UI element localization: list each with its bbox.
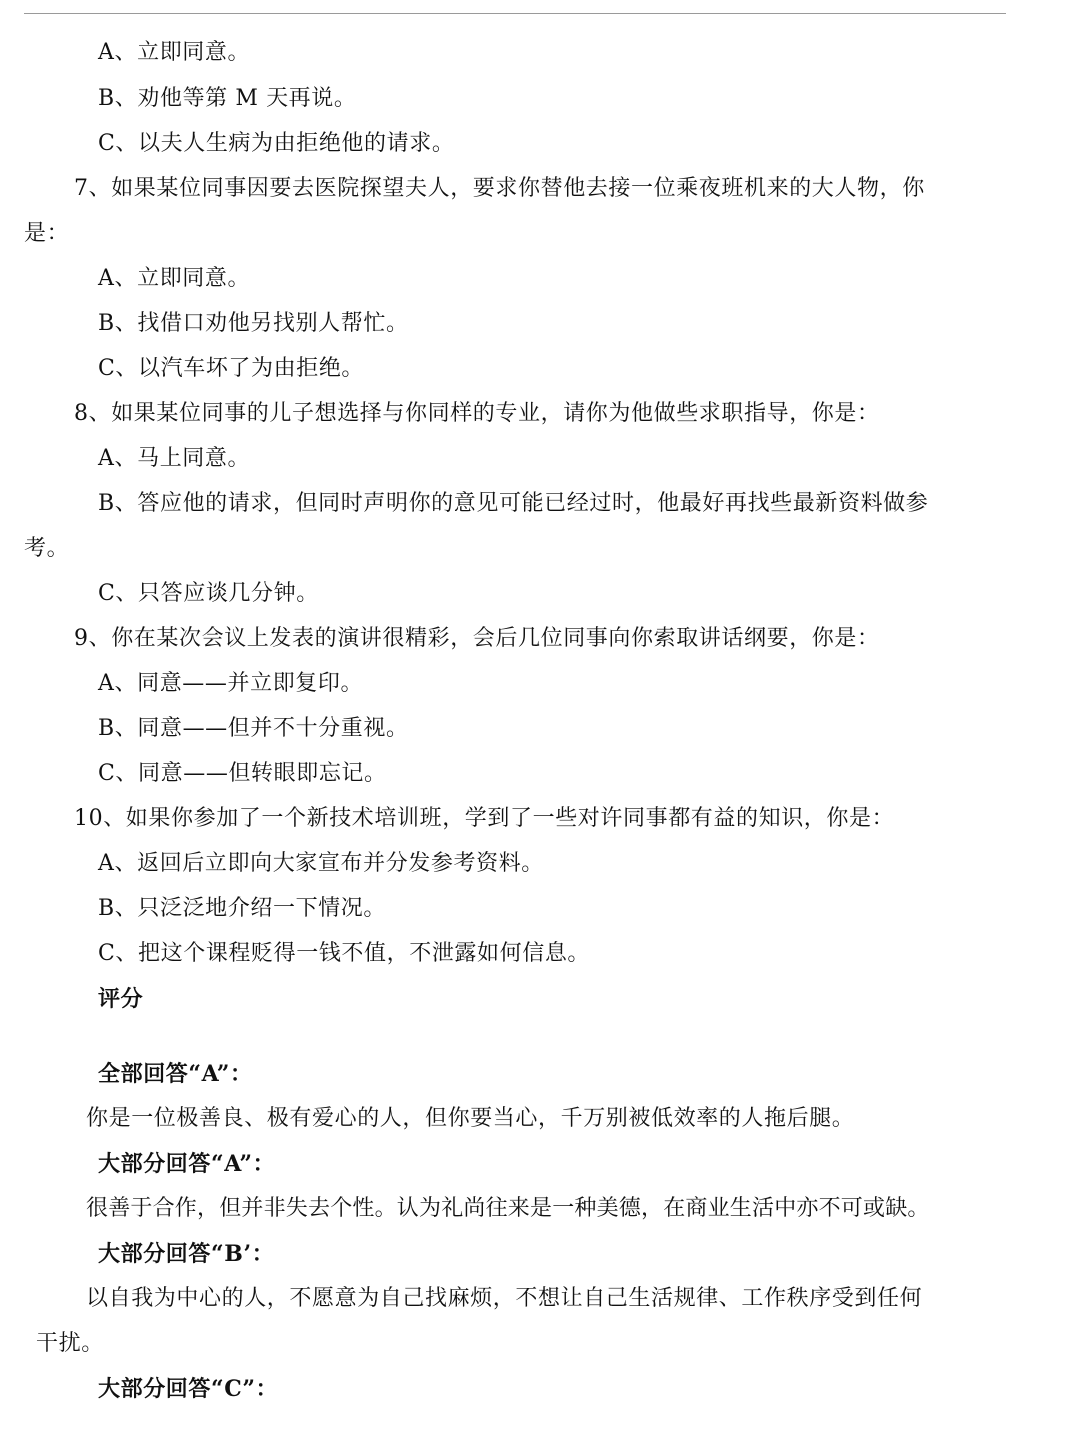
q10-option-b: B、只泛泛地介绍一下情况。: [98, 896, 386, 921]
q8-stem: 8、如果某位同事的儿子想选择与你同样的专业，请你为他做些求职指导，你是：: [74, 401, 880, 426]
q6-option-c: C、以夫人生病为由拒绝他的请求。: [98, 131, 455, 156]
q8-option-c: C、只答应谈几分钟。: [98, 581, 319, 606]
most-b-text-continued: 干扰。: [36, 1331, 104, 1356]
q10-stem: 10、如果你参加了一个新技术培训班，学到了一些对许同事都有益的知识，你是：: [74, 806, 895, 831]
q6-option-a: A、立即同意。: [98, 40, 251, 65]
all-a-heading: 全部回答“A”：: [98, 1061, 253, 1087]
q8-option-b-continued: 考。: [24, 536, 70, 561]
q8-option-b: B、答应他的请求，但同时声明你的意见可能已经过时，他最好再找些最新资料做参: [98, 491, 929, 516]
q7-option-c: C、以汽车坏了为由拒绝。: [98, 356, 365, 381]
most-c-heading: 大部分回答“C”：: [98, 1376, 279, 1402]
q10-option-c: C、把这个课程贬得一钱不值，不泄露如何信息。: [98, 941, 591, 966]
q7-option-b: B、找借口劝他另找别人帮忙。: [98, 311, 409, 336]
q6-option-b: B、劝他等第 M 天再说。: [98, 86, 357, 111]
q9-stem: 9、你在某次会议上发表的演讲很精彩，会后几位同事向你索取讲话纲要，你是：: [74, 626, 880, 651]
q7-option-a: A、立即同意。: [98, 266, 251, 291]
q8-option-a: A、马上同意。: [98, 446, 251, 471]
q9-option-b: B、同意——但并不十分重视。: [98, 716, 409, 741]
q9-option-a: A、同意——并立即复印。: [98, 671, 364, 696]
most-b-text: 以自我为中心的人，不愿意为自己找麻烦，不想让自己生活规律、工作秩序受到任何: [86, 1286, 923, 1311]
q9-option-c: C、同意——但转眼即忘记。: [98, 761, 387, 786]
q7-stem: 7、如果某位同事因要去医院探望夫人，要求你替他去接一位乘夜班机来的大人物，你: [74, 176, 925, 201]
q10-option-a: A、返回后立即向大家宣布并分发参考资料。: [98, 851, 544, 876]
page-top-rule: [24, 13, 1006, 14]
scoring-heading: 评分: [98, 986, 144, 1012]
all-a-text: 你是一位极善良、极有爱心的人，但你要当心，千万别被低效率的人拖后腿。: [86, 1106, 855, 1131]
q7-stem-continued: 是：: [24, 221, 70, 246]
most-a-text: 很善于合作，但并非失去个性。认为礼尚往来是一种美德，在商业生活中亦不可或缺。: [86, 1196, 930, 1221]
most-b-heading: 大部分回答“B’：: [98, 1241, 275, 1267]
most-a-heading: 大部分回答“A”：: [98, 1151, 276, 1177]
